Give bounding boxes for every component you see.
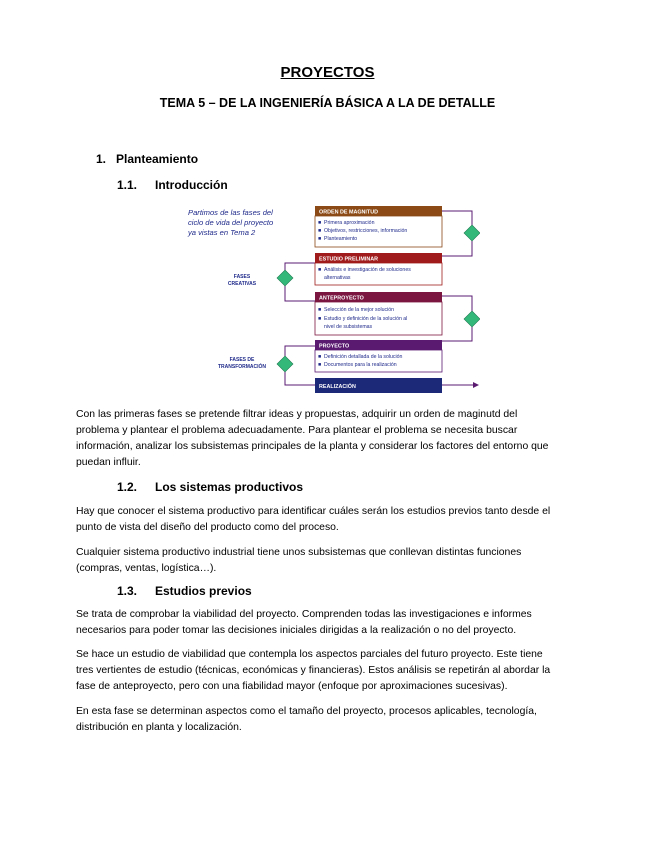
phase-box-item: alternativas [324,275,351,281]
phase-box-title: ANTEPROYECTO [319,295,364,302]
text-line: tres vertientes de estudio (técnicas, económicas y financieras). Estos análisis se repetirán al abordar la [76,665,551,676]
project-phases-diagram [180,201,480,401]
text-line: puedan influir. [76,457,141,468]
bullet-icon: ■ [318,267,322,273]
phase-box-proyecto [315,340,442,372]
phase-box-title: ESTUDIO PRELIMINAR [319,256,378,263]
subsection-heading-introduccion [117,178,228,192]
diagram-note-line: ciclo de vida del proyecto [188,218,274,227]
bullet-icon: ■ [318,220,322,226]
decision-diamond-transform [277,356,293,372]
paragraph-estudio-viabilidad [76,647,580,695]
phase-box-realizacion [315,378,442,393]
subsection-heading-sistemas-productivos [117,480,303,494]
phase-label-creative: CREATIVAS [227,281,257,287]
phase-box-item: nivel de subsistemas [324,324,373,330]
text-line: fase de anteproyecto, pero con una fiabilidad mayor (enfoque por aproximaciones sucesivas). [76,681,508,692]
phase-box-anteproyecto [315,292,442,335]
bullet-icon: ■ [318,362,322,368]
bullet-icon: ■ [318,228,322,234]
text-line: necesarios para poder tomar las decisiones iniciales dirigidas a la realización o no del proyecto. [76,625,517,636]
text-line: problema y plantear el problema adecuadamente. Para plantear el problema se necesita buscar [76,425,518,436]
section-heading-planteamiento [96,152,198,166]
subsection-title: Estudios previos [155,584,252,598]
decision-diamond-right-top [464,225,480,241]
text-line: Cualquier sistema productivo industrial tiene unos subsistemas que conllevan distintas funciones [76,547,522,558]
phase-box-item: Análisis e investigación de soluciones [324,267,411,273]
decision-diamond-right-bottom [464,311,480,327]
arrow-head-icon [473,382,479,388]
decision-diamond-creative [277,270,293,286]
document-title: PROYECTOS [280,64,375,81]
text-line: Se trata de comprobar la viabilidad del proyecto. Comprenden todas las investigaciones e informes [76,609,532,620]
subsection-number: 1.3. [117,584,138,598]
paragraph-fases [76,407,580,471]
phase-box-item: Estudio y definición de la solución al [324,316,408,322]
phase-box-title: ORDEN DE MAGNITUD [319,209,378,216]
subsection-title: Introducción [155,178,228,192]
bullet-icon: ■ [318,316,322,322]
text-line: Se hace un estudio de viabilidad que contempla los aspectos parciales del futuro proyecto. Este tiene [76,649,543,660]
phase-label-creative: FASES [233,274,251,280]
phase-box-estudio-preliminar [315,253,442,285]
paragraph-sistema-productivo [76,504,580,536]
loop-line-creative [285,263,315,301]
text-line: Hay que conocer el sistema productivo para identificar cuáles serán los estudios previos tanto desde el [76,506,551,517]
text-line: (compras, ventas, logística…). [76,563,217,574]
phase-box-item: Primera aproximación [324,220,375,226]
subsection-number: 1.1. [117,178,138,192]
subsection-heading-estudios-previos [117,584,252,598]
phase-box-item: Selección de la mejor solución [324,307,395,313]
phase-box-item: Planteamiento [324,236,358,242]
text-line: punto de vista del diseño del producto como del proceso. [76,522,339,533]
phase-box-orden-de-magnitud [315,206,442,247]
phase-box-item: Documentos para la realización [324,362,397,368]
text-line: Con las primeras fases se pretende filtrar ideas y propuestas, adquirir un orden de maginutd del [76,409,518,420]
paragraph-viabilidad [76,607,580,639]
phase-box-title: REALIZACIÓN [319,384,356,390]
phase-box-item: Definición detallada de la solución [324,354,403,360]
document-subtitle: TEMA 5 – DE LA INGENIERÍA BÁSICA A LA DE DETALLE [159,96,496,110]
paragraph-subsistemas [76,545,580,577]
diagram-note-line: ya vistas en Tema 2 [188,228,256,237]
paragraph-aspectos [76,704,580,736]
diagram-note-line: Partimos de las fases del [188,208,273,217]
bullet-icon: ■ [318,236,322,242]
bullet-icon: ■ [318,307,322,313]
phase-box-title: PROYECTO [319,343,350,350]
phase-label-transform: FASES DE [229,357,255,363]
text-line: distribución en planta y localización. [76,722,242,733]
text-line: información, analizar los subsistemas principales de la planta y considerar los factores del entorno que [76,441,549,452]
bullet-icon: ■ [318,354,322,360]
phase-box-item: Objetivos, restricciones, información [324,228,408,234]
section-number: 1. [96,152,107,166]
section-title: Planteamiento [116,152,199,166]
text-line: En esta fase se determinan aspectos como el tamaño del proyecto, procesos aplicables, tecnología, [76,706,537,717]
subsection-number: 1.2. [117,480,138,494]
subsection-title: Los sistemas productivos [155,480,304,494]
phase-label-transform: TRANSFORMACIÓN [217,364,267,370]
